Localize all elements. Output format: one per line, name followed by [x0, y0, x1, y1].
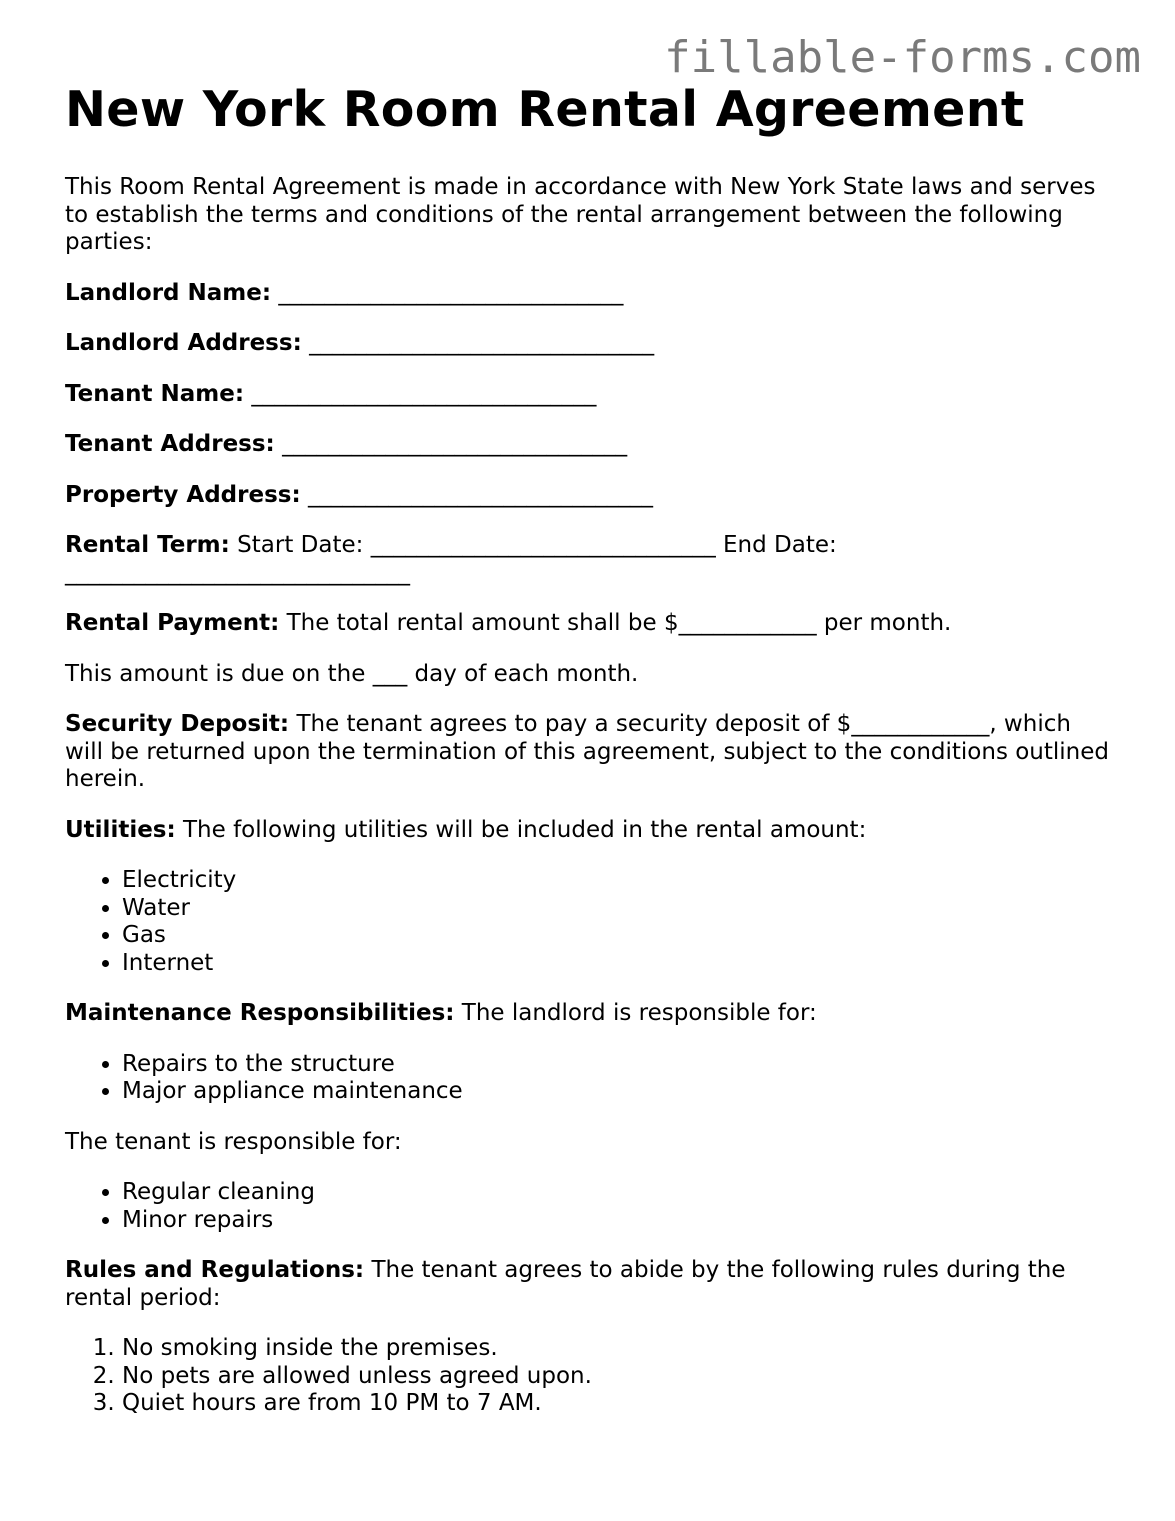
maintenance-text: The landlord is responsible for: — [461, 1000, 817, 1026]
field-label: Tenant Address: — [65, 431, 275, 457]
page-title: New York Room Rental Agreement — [65, 81, 1025, 138]
landlord-name-blank[interactable]: ______________________________ — [278, 279, 624, 306]
end-date-blank[interactable]: ______________________________ — [65, 559, 410, 586]
due-date-paragraph: This amount is due on the ___ day of each month. — [65, 660, 639, 687]
tenant-address-blank[interactable]: ______________________________ — [282, 431, 628, 457]
tenant-name-blank[interactable]: ______________________________ — [251, 380, 597, 407]
list-item: • Gas — [122, 922, 1115, 950]
list-item: 2. No pets are allowed unless agreed upon. — [122, 1363, 1115, 1391]
tenant-address-field — [65, 431, 1115, 459]
security-deposit-section — [65, 711, 1115, 794]
field-label: Tenant Name: — [65, 380, 245, 407]
rules-list — [65, 1335, 1115, 1418]
rental-payment-text: The total rental amount shall be $____________ per month. — [286, 610, 952, 636]
start-date-blank[interactable]: ______________________________ — [370, 532, 716, 558]
property-address-blank[interactable]: ______________________________ — [307, 481, 653, 508]
list-item: • Electricity — [122, 867, 1115, 895]
field-label: Rental Term: — [65, 532, 230, 558]
field-label: Landlord Address: — [65, 330, 302, 356]
list-item: • Major appliance maintenance — [122, 1078, 1115, 1106]
utilities-section — [65, 817, 1115, 845]
rental-payment-section — [65, 610, 1115, 638]
intro-paragraph: This Room Rental Agreement is made in accordance with New York State laws and serves to establish the terms and conditions of the rental arrangement between the following parties: — [65, 174, 1096, 255]
landlord-address-field — [65, 330, 1115, 358]
utilities-text: The following utilities will be included in the rental amount: — [183, 816, 867, 843]
rules-text: The tenant agrees to abide by the following rules during the rental period: — [65, 1257, 1066, 1311]
tenant-name-field — [65, 381, 1115, 409]
security-deposit-text: The tenant agrees to pay a security deposit of $____________, which will be returned upon the termination of this agreement, subject to the conditions outlined herein. — [65, 711, 1110, 792]
landlord-address-blank[interactable]: ______________________________ — [309, 330, 655, 356]
list-item: 3. Quiet hours are from 10 PM to 7 AM. — [122, 1390, 1115, 1418]
rules-section — [65, 1257, 1115, 1312]
field-label: Landlord Name: — [65, 279, 272, 306]
tenant-responsibilities-intro: The tenant is responsible for: — [65, 1128, 402, 1155]
start-date-label: Start Date: — [237, 532, 364, 558]
list-item: • Internet — [122, 950, 1115, 978]
section-label: Rules and Regulations: — [65, 1257, 365, 1283]
landlord-responsibilities-list — [65, 1051, 1115, 1106]
utilities-list — [65, 867, 1115, 977]
section-label: Utilities: — [65, 816, 176, 843]
list-item: • Regular cleaning — [122, 1179, 1115, 1207]
field-label: Property Address: — [65, 481, 301, 508]
list-item: 1. No smoking inside the premises. — [122, 1335, 1115, 1363]
rental-term-field — [65, 532, 1115, 587]
list-item: • Water — [122, 895, 1115, 923]
section-label: Security Deposit: — [65, 711, 290, 737]
landlord-name-field — [65, 280, 1115, 308]
list-item: • Minor repairs — [122, 1207, 1115, 1235]
section-label: Maintenance Responsibilities: — [65, 1000, 455, 1026]
watermark: fillable-forms.com — [664, 32, 1141, 83]
property-address-field — [65, 482, 1115, 510]
section-label: Rental Payment: — [65, 610, 280, 636]
maintenance-section — [65, 1000, 1115, 1028]
tenant-responsibilities-list — [65, 1179, 1115, 1234]
document-page — [65, 82, 1115, 1441]
end-date-label: End Date: — [723, 532, 837, 558]
list-item: • Repairs to the structure — [122, 1051, 1115, 1079]
